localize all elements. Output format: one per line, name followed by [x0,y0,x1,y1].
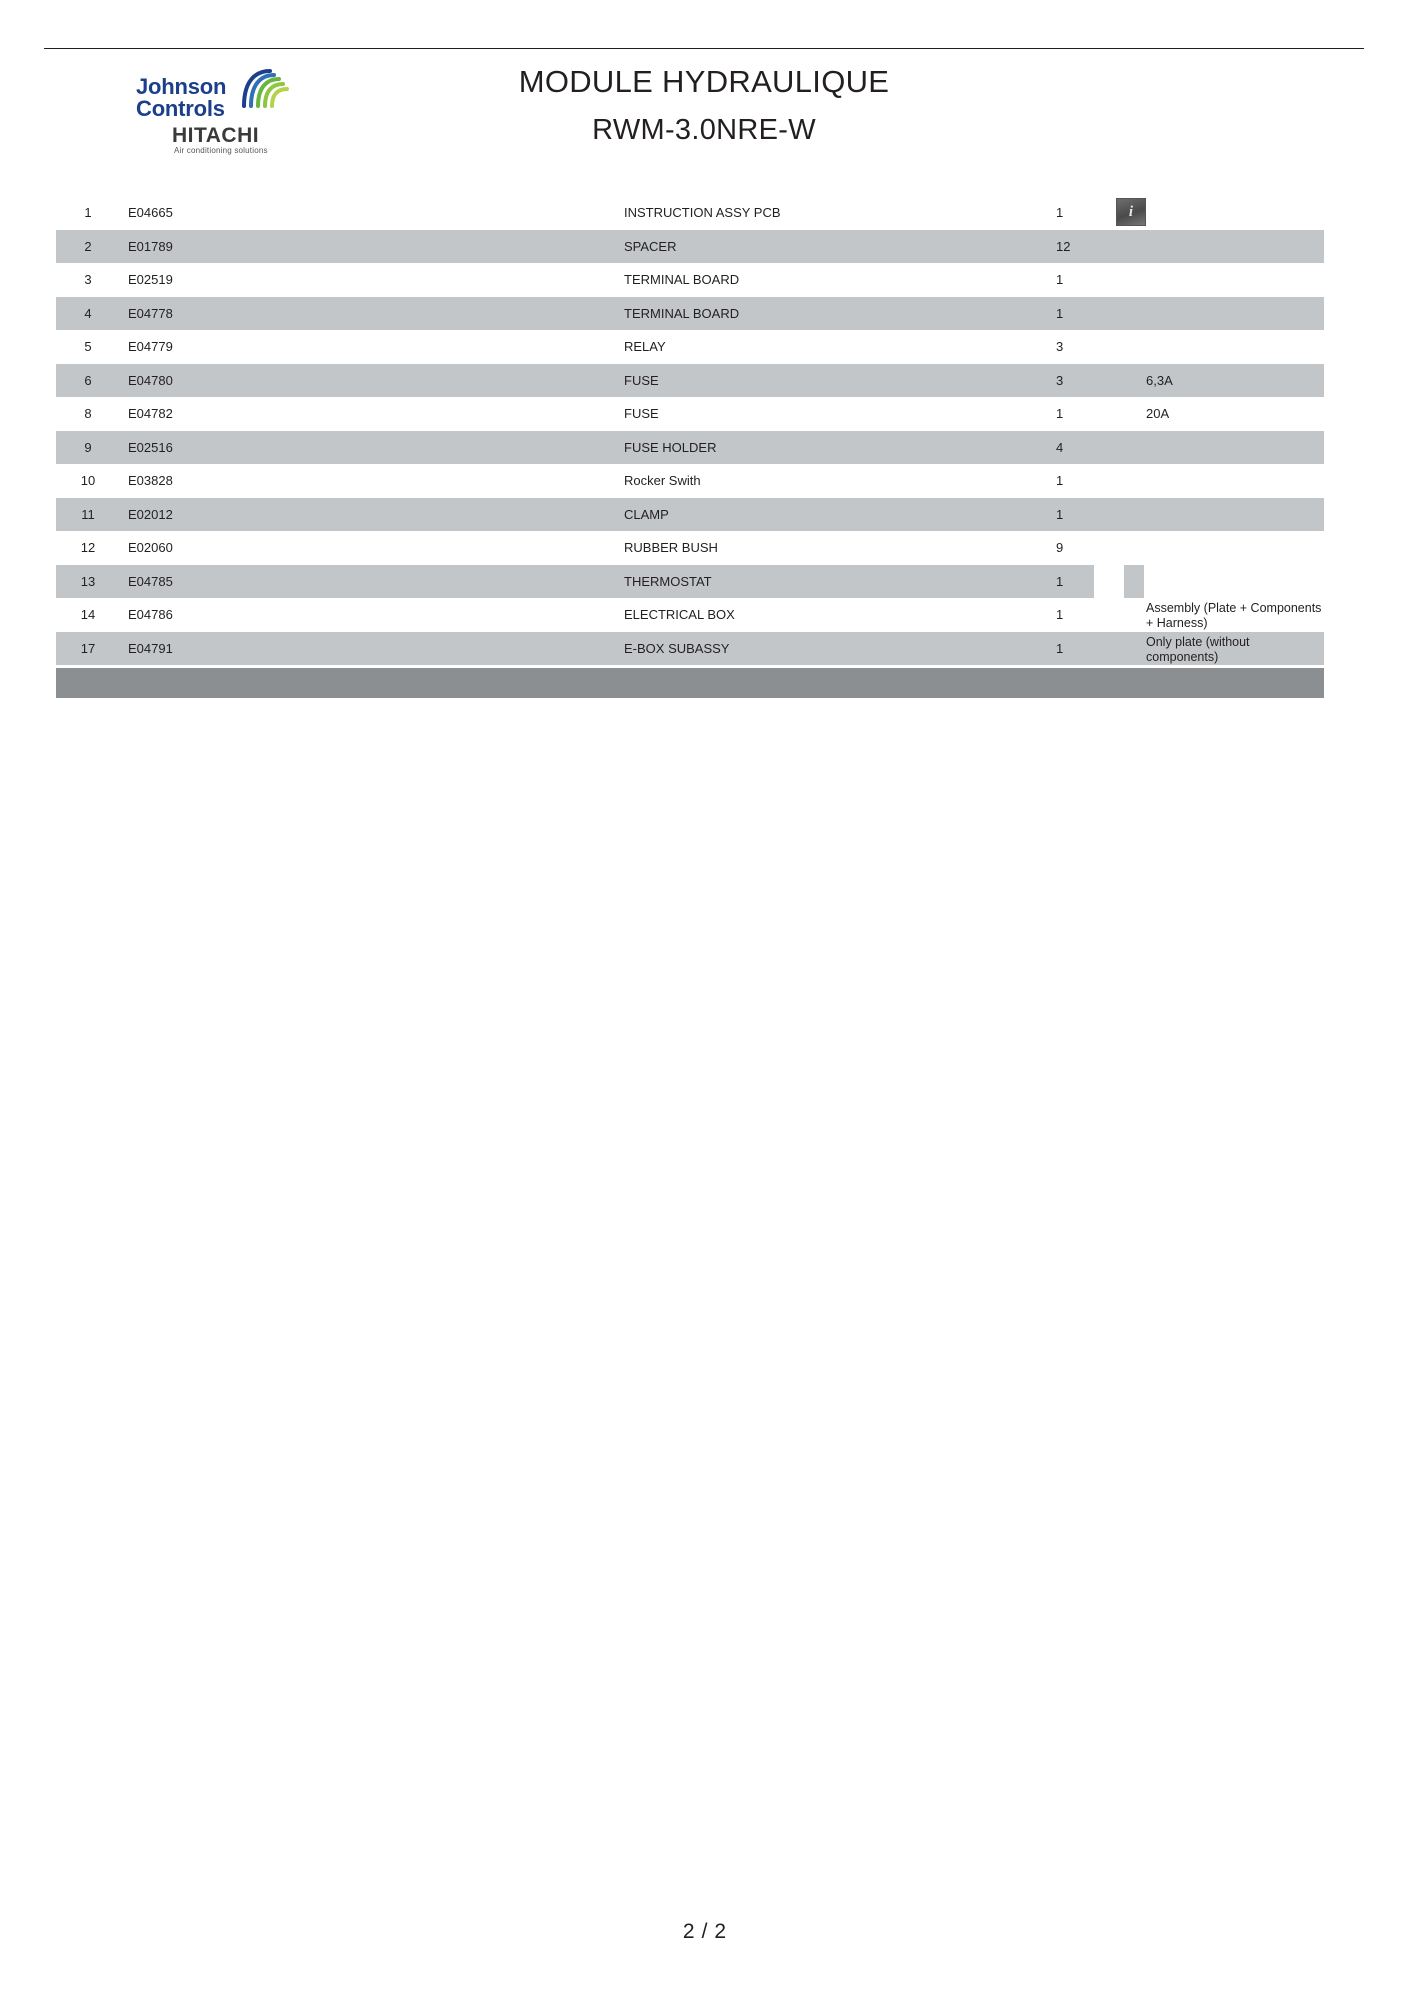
row-description: Rocker Swith [624,473,701,488]
row-index: 1 [84,205,92,220]
row-description: THERMOSTAT [624,573,712,589]
table-row[interactable] [56,431,1324,465]
row-index: 6 [84,372,92,388]
row-index: 9 [84,439,92,455]
row-code: E04791 [128,640,173,656]
logo-controls-text: Controls [136,96,225,121]
row-notch-right [1144,565,1324,599]
row-code: E04779 [128,339,173,354]
row-notch [1094,565,1124,599]
table-footer-bar [56,668,1324,698]
row-index: 14 [80,607,96,622]
row-note [1146,230,1324,264]
row-description: CLAMP [624,506,669,522]
logo-hitachi-text: HITACHI [172,124,260,147]
row-quantity: 4 [1056,439,1064,455]
table-row[interactable] [56,498,1324,532]
table-row[interactable] [56,397,1324,431]
row-quantity: 3 [1056,339,1064,354]
page-title: MODULE HYDRAULIQUE [518,64,890,99]
row-note: 20A [1146,406,1170,421]
row-description: SPACER [624,238,677,254]
row-note [1146,431,1324,465]
row-index: 13 [80,573,96,589]
row-note [1146,464,1324,498]
johnson-controls-arc-icon [236,68,298,110]
row-index: 2 [84,238,92,254]
header-rule [44,48,1364,49]
row-note: Only plate (without components) [1146,634,1250,664]
row-note [1146,297,1324,331]
row-description: FUSE HOLDER [624,439,717,455]
table-row[interactable] [56,297,1324,331]
row-code: E03828 [128,473,173,488]
row-quantity: 12 [1056,238,1071,254]
parts-table [56,196,1324,665]
row-quantity: 9 [1056,540,1064,555]
row-code: E04786 [128,607,173,622]
row-note [1146,263,1324,297]
page-number [0,1920,1410,1944]
row-code: E04785 [128,573,173,589]
row-description: TERMINAL BOARD [624,272,740,287]
row-description: ELECTRICAL BOX [624,607,735,622]
table-row[interactable] [56,632,1324,666]
row-index: 8 [84,406,92,421]
row-code: E04780 [128,372,173,388]
row-quantity: 1 [1056,506,1064,522]
row-description: FUSE [624,372,659,388]
row-quantity: 1 [1056,573,1064,589]
row-code: E04778 [128,305,173,321]
row-description: INSTRUCTION ASSY PCB [624,205,781,220]
table-row[interactable] [56,364,1324,398]
row-note: Assembly (Plate + Components + Harness) [1146,601,1322,630]
info-thumbnail-icon[interactable]: i [1116,198,1146,226]
logo-johnson-text: Johnson [136,74,227,99]
row-description: E-BOX SUBASSY [624,640,730,656]
table-row[interactable] [56,565,1324,599]
row-quantity: 1 [1056,473,1064,488]
row-quantity: 1 [1056,272,1064,287]
table-row[interactable] [56,230,1324,264]
row-code: E01789 [128,238,173,254]
row-quantity: 3 [1056,372,1064,388]
row-code: E02516 [128,439,173,455]
table-row[interactable] [56,464,1324,498]
document-header [44,52,1364,155]
row-note [1146,330,1324,364]
table-row[interactable] [56,330,1324,364]
row-quantity: 1 [1056,607,1064,622]
table-row[interactable] [56,531,1324,565]
brand-logo [124,66,334,154]
row-index: 5 [84,339,92,354]
row-code: E02519 [128,272,173,287]
row-description: FUSE [624,406,659,421]
row-note [1146,498,1324,532]
current-page: 2 [682,1920,696,1943]
table-row[interactable] [56,263,1324,297]
table-row[interactable] [56,196,1324,230]
row-quantity: 1 [1056,305,1064,321]
row-description: TERMINAL BOARD [624,305,740,321]
row-index: 3 [84,272,92,287]
total-pages: 2 [714,1920,728,1943]
row-quantity: 1 [1056,205,1064,220]
row-index: 17 [80,640,96,656]
model-subtitle: RWM-3.0NRE-W [592,114,816,146]
row-note: 6,3A [1146,372,1173,388]
row-description: RELAY [624,339,666,354]
row-description: RUBBER BUSH [624,540,718,555]
table-row[interactable] [56,598,1324,632]
row-quantity: 1 [1056,406,1064,421]
row-index: 10 [80,473,96,488]
row-index: 4 [84,305,92,321]
row-code: E02012 [128,506,173,522]
row-code: E04782 [128,406,173,421]
logo-tagline-text: Air conditioning solutions [174,146,268,155]
row-index: 11 [81,506,95,522]
row-index: 12 [80,540,96,555]
row-code: E04665 [128,205,173,220]
row-note [1146,531,1324,565]
row-code: E02060 [128,540,173,555]
page-separator: / [701,1920,709,1943]
row-quantity: 1 [1056,640,1064,656]
